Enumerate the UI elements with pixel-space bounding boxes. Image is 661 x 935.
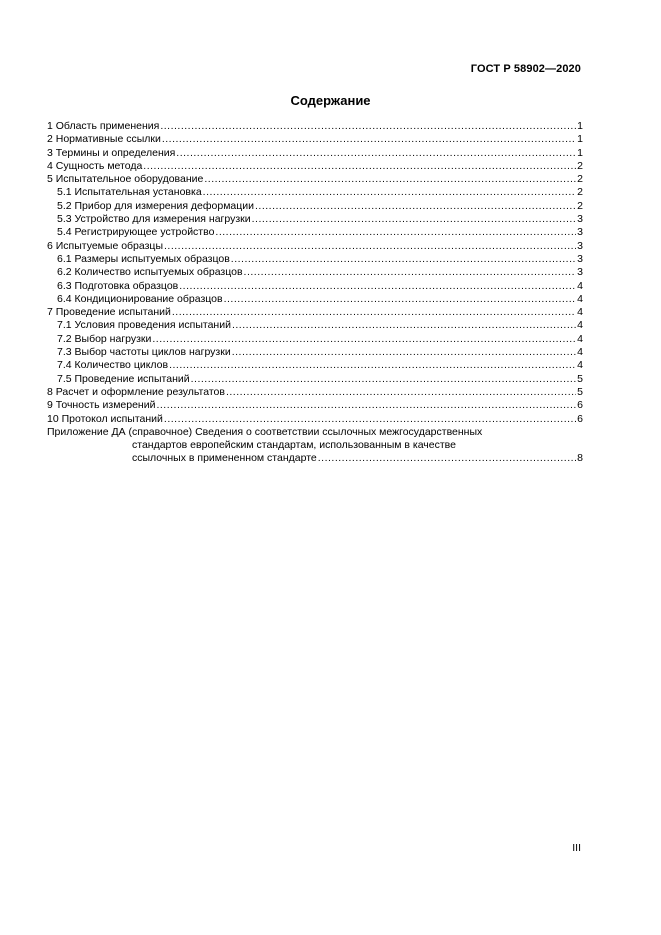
table-of-contents	[47, 120, 583, 466]
toc-leader-dots	[204, 173, 576, 186]
toc-entry[interactable]	[47, 346, 583, 359]
toc-entry[interactable]	[47, 399, 583, 412]
toc-entry[interactable]	[47, 293, 583, 306]
toc-leader-dots	[160, 120, 576, 133]
toc-entry-page: 3	[577, 213, 583, 226]
toc-entry-page: 4	[577, 319, 583, 332]
toc-leader-dots	[255, 200, 576, 213]
toc-entry-page: 3	[577, 252, 583, 265]
toc-entry-label: 2 Нормативные ссылки	[47, 133, 161, 146]
toc-entry[interactable]	[47, 359, 583, 372]
toc-entry-page: 2	[577, 199, 583, 212]
toc-leader-dots	[143, 160, 576, 173]
toc-entry[interactable]	[47, 226, 583, 239]
toc-leader-dots	[164, 240, 576, 253]
toc-leader-dots	[252, 213, 576, 226]
toc-entry-page: 5	[577, 385, 583, 398]
toc-leader-dots	[169, 359, 576, 372]
toc-entry-label: 7.1 Условия проведения испытаний	[57, 319, 231, 332]
toc-entry-label: 6.3 Подготовка образцов	[57, 279, 179, 292]
toc-leader-dots	[191, 373, 576, 386]
toc-leader-dots	[244, 266, 576, 279]
toc-entry[interactable]	[47, 133, 583, 146]
toc-entry-label: 7.4 Количество циклов	[57, 359, 169, 372]
toc-entry[interactable]	[47, 333, 583, 346]
document-code: ГОСТ Р 58902—2020	[470, 63, 581, 75]
toc-entry[interactable]	[47, 240, 583, 253]
toc-entry[interactable]	[47, 213, 583, 226]
toc-entry-label: 3 Термины и определения	[47, 146, 176, 159]
toc-entry-page: 2	[577, 159, 583, 172]
toc-entry-label: 7.5 Проведение испытаний	[57, 372, 190, 385]
toc-entry[interactable]	[47, 200, 583, 213]
toc-entry-page: 3	[577, 266, 583, 279]
toc-entry-page: 3	[577, 226, 583, 239]
toc-entry[interactable]	[47, 173, 583, 186]
toc-leader-dots	[152, 333, 576, 346]
toc-leader-dots	[215, 226, 576, 239]
toc-leader-dots	[224, 293, 576, 306]
toc-leader-dots	[203, 186, 576, 199]
toc-leader-dots	[172, 306, 576, 319]
page-number: III	[572, 842, 581, 854]
toc-entry[interactable]	[47, 373, 583, 386]
toc-entry[interactable]	[47, 413, 583, 426]
toc-entry-page: 4	[577, 279, 583, 292]
toc-entry[interactable]	[47, 266, 583, 279]
toc-leader-dots	[162, 133, 576, 146]
toc-entry-label: 9 Точность измерений	[47, 399, 156, 412]
toc-entry-label: 6 Испытуемые образцы	[47, 239, 163, 252]
toc-entry[interactable]	[47, 186, 583, 199]
toc-entry-label: 5.3 Устройство для измерения нагрузки	[57, 213, 251, 226]
toc-appendix-line3[interactable]	[47, 452, 583, 465]
toc-entry-label: 7.3 Выбор частоты циклов нагрузки	[57, 346, 231, 359]
toc-appendix-label: ссылочных в примененном стандарте	[132, 452, 317, 465]
toc-leader-dots	[318, 452, 576, 465]
toc-appendix-page: 8	[577, 452, 583, 465]
toc-leader-dots	[232, 319, 576, 332]
toc-leader-dots	[176, 147, 576, 160]
toc-entry-label: 7.2 Выбор нагрузки	[57, 332, 152, 345]
toc-entry-label: 5 Испытательное оборудование	[47, 173, 204, 186]
toc-entry-label: 5.4 Регистрирующее устройство	[57, 226, 215, 239]
toc-entry-label: 6.1 Размеры испытуемых образцов	[57, 252, 230, 265]
toc-entry[interactable]	[47, 386, 583, 399]
toc-leader-dots	[179, 280, 576, 293]
toc-leader-dots	[232, 346, 576, 359]
toc-entry-page: 4	[577, 292, 583, 305]
toc-entry[interactable]	[47, 147, 583, 160]
toc-entry-page: 1	[577, 133, 583, 146]
toc-appendix-line2: стандартов европейским стандартам, использованным в качестве	[132, 439, 456, 452]
toc-entry-page: 3	[577, 239, 583, 252]
toc-entry[interactable]	[47, 120, 583, 133]
toc-leader-dots	[164, 413, 576, 426]
toc-entry[interactable]	[47, 319, 583, 332]
toc-entry-label: 4 Сущность метода	[47, 159, 143, 172]
toc-entry-label: 6.4 Кондиционирование образцов	[57, 292, 223, 305]
toc-entries	[47, 120, 583, 426]
toc-leader-dots	[231, 253, 576, 266]
toc-entry[interactable]	[47, 253, 583, 266]
toc-entry-page: 2	[577, 186, 583, 199]
toc-entry-page: 1	[577, 120, 583, 132]
toc-entry-label: 6.2 Количество испытуемых образцов	[57, 266, 243, 279]
toc-entry-page: 4	[577, 359, 583, 372]
toc-entry-label: 5.1 Испытательная установка	[57, 186, 202, 199]
toc-entry-page: 4	[577, 332, 583, 345]
toc-entry[interactable]	[47, 160, 583, 173]
toc-entry-label: 1 Область применения	[47, 120, 160, 132]
toc-title: Содержание	[290, 93, 371, 108]
toc-entry-label: 5.2 Прибор для измерения деформации	[57, 199, 255, 212]
toc-entry[interactable]	[47, 280, 583, 293]
toc-entry-page: 4	[577, 346, 583, 359]
toc-entry-label: 7 Проведение испытаний	[47, 306, 171, 319]
toc-appendix-line1[interactable]: Приложение ДА (справочное) Сведения о соответствии ссылочных межгосударственных	[47, 425, 483, 438]
toc-entry-label: 10 Протокол испытаний	[47, 412, 163, 425]
toc-entry-page: 4	[577, 306, 583, 319]
toc-entry-page: 6	[577, 399, 583, 412]
toc-leader-dots	[226, 386, 576, 399]
toc-entry-page: 2	[577, 173, 583, 186]
toc-entry-label: 8 Расчет и оформление результатов	[47, 385, 225, 398]
toc-leader-dots	[156, 399, 576, 412]
toc-entry-page: 1	[577, 146, 583, 159]
toc-entry[interactable]	[47, 306, 583, 319]
toc-entry-page: 6	[577, 412, 583, 425]
toc-entry-page: 5	[577, 372, 583, 385]
